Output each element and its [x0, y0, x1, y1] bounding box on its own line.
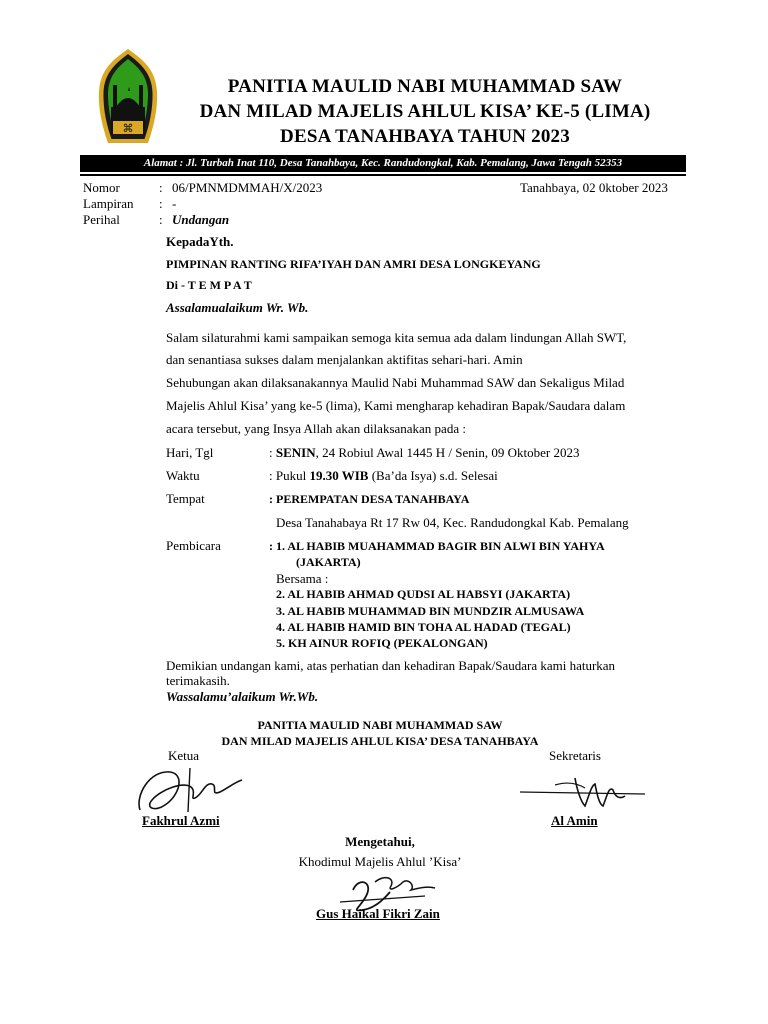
mosque-emblem-icon [94, 47, 162, 147]
speaker-1: : 1. AL HABIB MUAHAMMAD BAGIR BIN ALWI BIN YAHYA [269, 539, 605, 553]
closing-salam: Wassalamu’alaikum Wr.Wb. [166, 689, 319, 704]
nomor-label: Nomor [83, 180, 120, 195]
bersama-label: Bersama : [276, 571, 329, 586]
waktu-rest: (Ba’da Isya) s.d. Selesai [368, 468, 498, 483]
khodimul-title: Khodimul Majelis Ahlul ’Kisa’ [298, 854, 462, 869]
body-line: Sehubungan akan dilaksanakannya Maulid Nabi Muhammad SAW dan Sekaligus Milad [166, 375, 625, 390]
nomor-value: 06/PMNMDMMAH/X/2023 [172, 180, 323, 195]
place-date: Tanahbaya, 02 0ktober 2023 [520, 180, 668, 195]
signature-org-line2: DAN MILAD MAJELIS AHLUL KISA’ DESA TANAHBAYA [221, 734, 539, 748]
nomor-colon: : [159, 180, 163, 195]
closing-line: Demikian undangan kami, atas perhatian dan kehadiran Bapak/Saudara kami haturkan [166, 658, 616, 673]
letterhead-title-line2: DAN MILAD MAJELIS AHLUL KISA’ KE-5 (LIMA) [199, 101, 651, 122]
header-divider [80, 174, 686, 176]
speaker-2: 2. AL HABIB AHMAD QUDSI AL HABSYI (JAKARTA) [276, 587, 571, 601]
speaker-5: 5. KH AINUR ROFIQ (PEKALONGAN) [276, 636, 488, 650]
pembicara-label: Pembicara [166, 538, 221, 553]
body-line: dan senantiasa sukses dalam menjalankan aktifitas sehari-hari. Amin [166, 352, 523, 367]
ketua-signature [130, 760, 250, 820]
hari-date: , 24 Robiul Awal 1445 H / Senin, 09 Oktober 2023 [315, 445, 580, 460]
svg-text:⌘: ⌘ [122, 122, 134, 135]
address-bar: Alamat : Jl. Turbah Inat 110, Desa Tanahbaya, Kec. Randudongkal, Kab. Pemalang, Jawa Tengah 52353 [80, 155, 686, 172]
speaker-1-city: (JAKARTA) [296, 555, 361, 569]
lampiran-value: - [172, 196, 177, 211]
organization-logo [94, 47, 162, 147]
ketua-label: Ketua [168, 748, 200, 763]
khodimul-name: Gus Haikal Fikri Zain [316, 906, 440, 921]
hari-label: Hari, Tgl [166, 445, 214, 460]
hari-day: SENIN [275, 445, 316, 460]
kepada-yth: KepadaYth. [166, 234, 234, 249]
body-line: Salam silaturahmi kami sampaikan semoga kita semua ada dalam lindungan Allah SWT, [166, 330, 627, 345]
tempat-name: PEREMPATAN DESA TANAHBAYA [276, 492, 470, 506]
body-line: Majelis Ahlul Kisa’ yang ke-5 (lima), Kami mengharap kehadiran Bapak/Saudara dalam [166, 398, 626, 413]
speaker-4: 4. AL HABIB HAMID BIN TOHA AL HADAD (TEGAL) [276, 620, 571, 634]
speaker-1-name: 1. AL HABIB MUAHAMMAD BAGIR BIN ALWI BIN YAHYA [276, 539, 605, 553]
perihal-label: Perihal [83, 212, 120, 227]
hari-value: : SENIN, 24 Robiul Awal 1445 H / Senin, 09 Oktober 2023 [269, 445, 580, 460]
lampiran-label: Lampiran [83, 196, 134, 211]
waktu-pre: Pukul [275, 468, 310, 483]
letterhead-title-line3: DESA TANAHBAYA TAHUN 2023 [280, 126, 570, 147]
mengetahui-label: Mengetahui, [345, 834, 415, 849]
ketua-name: Fakhrul Azmi [142, 813, 220, 828]
recipient-place: Di - T E M P A T [166, 278, 252, 292]
tempat-label: Tempat [166, 491, 205, 506]
signature-org-line1: PANITIA MAULID NABI MUHAMMAD SAW [257, 718, 503, 732]
tempat-value: : PEREMPATAN DESA TANAHBAYA [269, 492, 470, 506]
waktu-value: : Pukul 19.30 WIB (Ba’da Isya) s.d. Selesai [269, 468, 498, 483]
closing-line: terimakasih. [166, 673, 230, 688]
opening-greeting: Assalamualaikum Wr. Wb. [166, 300, 309, 315]
recipient-name: PIMPINAN RANTING RIFA’IYAH DAN AMRI DESA LONGKEYANG [166, 257, 541, 271]
speaker-3: 3. AL HABIB MUHAMMAD BIN MUNDZIR ALMUSAWA [276, 604, 585, 618]
body-line: acara tersebut, yang Insya Allah akan dilaksanakan pada : [166, 421, 466, 436]
tempat-address: Desa Tanahabaya Rt 17 Rw 04, Kec. Randudongkal Kab. Pemalang [276, 515, 629, 530]
lampiran-colon: : [159, 196, 163, 211]
sekretaris-name: Al Amin [551, 813, 598, 828]
perihal-colon: : [159, 212, 163, 227]
letterhead-title-line1: PANITIA MAULID NABI MUHAMMAD SAW [227, 76, 623, 97]
sekretaris-signature [515, 760, 655, 820]
waktu-time: 19.30 WIB [309, 468, 369, 483]
perihal-value: Undangan [172, 212, 230, 227]
sekretaris-label: Sekretaris [549, 748, 601, 763]
waktu-label: Waktu [166, 468, 200, 483]
